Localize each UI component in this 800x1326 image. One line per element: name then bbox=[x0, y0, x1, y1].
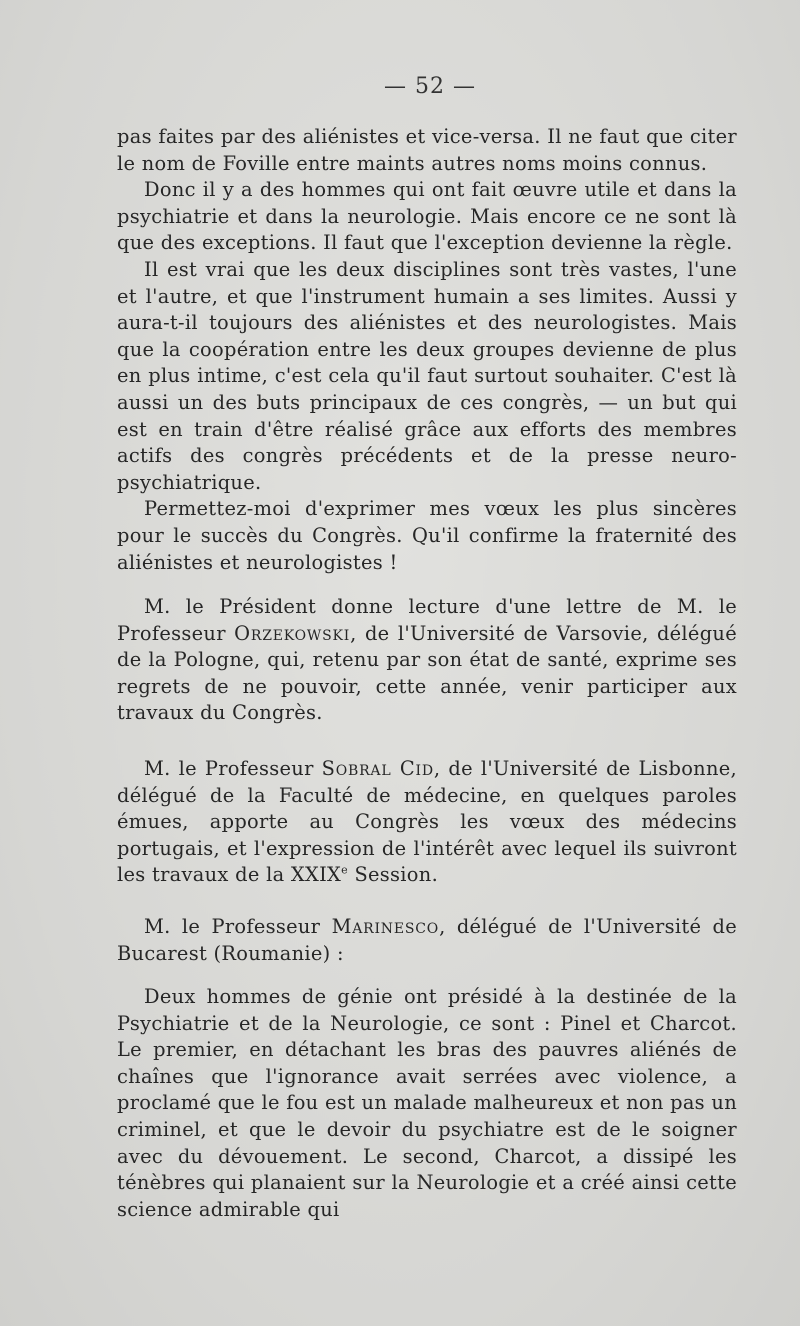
paragraph-5-text-a: M. le Président donne lecture d'une lettre de M. le Professeur bbox=[117, 595, 737, 645]
paragraph-1: pas faites par des aliénistes et vice-versa. Il ne faut que citer le nom de Foville entre maints autres noms moins connus. bbox=[117, 125, 737, 175]
paragraph-5 bbox=[117, 594, 737, 727]
paragraph-6 bbox=[117, 756, 737, 889]
paragraph-5-block bbox=[117, 594, 737, 727]
session-superscript: e bbox=[341, 863, 348, 877]
paragraph-2: Donc il y a des hommes qui ont fait œuvre utile et dans la psychiatrie et dans la neurologie. Mais encore ce ne sont là que des exceptions. Il faut que l'exception devienne la règle. bbox=[117, 178, 737, 255]
paragraph-7 bbox=[117, 914, 737, 967]
paragraph-6-block bbox=[117, 756, 737, 889]
paragraph-6-text-c: Session. bbox=[347, 863, 439, 887]
paragraph-4: Permettez-moi d'exprimer mes vœux les plus sincères pour le succès du Congrès. Qu'il confirme la fraternité des aliénistes et neurologistes ! bbox=[117, 497, 737, 574]
speaker-name-sobral-cid: Sobral Cid bbox=[321, 757, 434, 780]
paragraph-8-block bbox=[117, 984, 737, 1223]
page-number: — 52 — bbox=[384, 74, 476, 99]
speaker-name-marinesco: Marinesco bbox=[331, 915, 440, 938]
paragraph-3: Il est vrai que les deux disciplines sont très vastes, l'une et l'autre, et que l'instrument humain a ses limites. Aussi y aura-t-il toujours des aliénistes et des neurologistes. Mais que la coopération entre les deux groupes devienne de plus en plus intime, c'est cela qu'il faut surtout souhaiter. C'est là aussi un des buts principaux de ces congrès, — un but qui est en train d'être réalisé grâce aux efforts des membres actifs des congrès précédents et de la presse neuro-psychiatrique. bbox=[117, 257, 737, 494]
paragraph-6-text-b: , de l'Université de Lisbonne, délégué de la Faculté de médecine, en quelques paroles émues, apporte au Congrès les vœux des médecins portugais, et l'expression de l'intérêt avec lequel ils suivront les travaux de la XXIX bbox=[117, 757, 737, 887]
paragraph-7-block bbox=[117, 914, 737, 967]
paragraph-7-text-b: , délégué de l'Université de Bucarest (Roumanie) : bbox=[117, 915, 737, 965]
paragraph-8: Deux hommes de génie ont présidé à la destinée de la Psychiatrie et de la Neurologie, ce sont : Pinel et Charcot. Le premier, en détachant les bras des pauvres aliénés de chaînes que l'ignorance avait serrées avec violence, a proclamé que le fou est un malade malheureux et non pas un criminel, et que le devoir du psychiatre est de le soigner avec du dévouement. Le second, Charcot, a dissipé les ténèbres qui planaient sur la Neurologie et a créé ainsi cette science admirable qui bbox=[117, 985, 737, 1221]
paragraph-5-text-b: , de l'Université de Varsovie, délégué de la Pologne, qui, retenu par son état de santé, exprime ses regrets de ne pouvoir, cette année, venir participer aux travaux du Congrès. bbox=[117, 621, 737, 725]
paragraph-7-text-a: M. le Professeur bbox=[144, 915, 332, 938]
paragraph-continuation bbox=[117, 124, 737, 576]
speaker-name-orzekowski: Orzekowski bbox=[234, 621, 351, 645]
paragraph-6-text-a: M. le Professeur bbox=[144, 757, 322, 780]
